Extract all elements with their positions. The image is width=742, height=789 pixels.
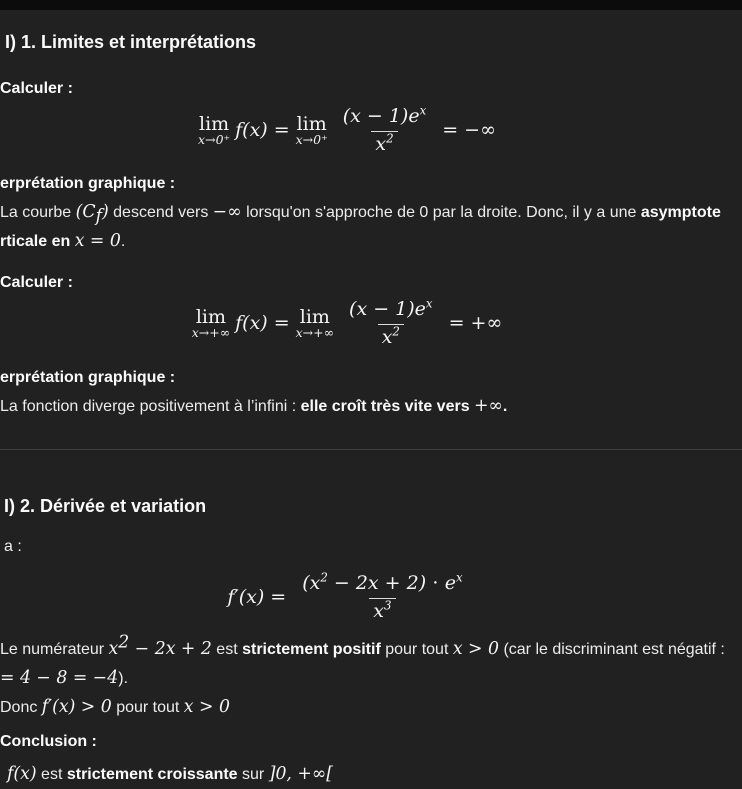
paragraph-on-a: [0, 533, 742, 561]
paragraph-calculer-2: [0, 269, 742, 297]
paragraph-donc: [0, 693, 742, 722]
fraction-numerator: [345, 296, 437, 324]
text-segment: a :: [4, 538, 22, 555]
math-inline: x = 0: [74, 231, 121, 251]
formula-result: = +∞: [448, 312, 503, 335]
lim-subscript: x→+∞: [295, 325, 335, 341]
display-formula-limit-zero: [0, 103, 700, 156]
math-inline: x: [381, 326, 393, 348]
lim-label: lim: [195, 306, 226, 329]
display-formula-derivative: [0, 567, 700, 629]
math-inline: x: [375, 133, 387, 155]
text-segment: La fonction diverge positivement à l’infini :: [0, 398, 301, 415]
function-fx: f(x): [235, 312, 268, 335]
text-segment: elle croît très vite vers: [300, 398, 475, 415]
fraction: [345, 296, 437, 349]
math-inline: (x − 1)e: [342, 105, 420, 128]
math-inline: x: [373, 600, 384, 622]
math-inline: 3: [384, 598, 392, 613]
fraction: [339, 103, 431, 156]
lim-subscript: x→+∞: [191, 325, 231, 341]
section-divider: [0, 449, 742, 450]
text-segment: est: [36, 766, 67, 783]
lim-label: lim: [199, 113, 230, 136]
equals-sign: =: [273, 119, 290, 142]
text-segment: erprétation graphique :: [0, 175, 176, 192]
text-segment: strictement croissante: [66, 766, 238, 783]
math-inline: (x: [302, 572, 321, 595]
text-segment: ).: [118, 670, 129, 687]
paragraph-interpretation-2: [0, 364, 742, 421]
math-inline: = 4 − 8 = −4: [0, 668, 119, 688]
text-segment: La courbe: [0, 204, 76, 221]
math-inline: f(x): [7, 764, 37, 784]
math-inline: ): [101, 202, 109, 222]
text-segment: .: [502, 398, 508, 415]
text-segment: sur: [237, 766, 269, 783]
math-inline: 2: [320, 570, 328, 585]
fraction-denominator: [369, 598, 395, 623]
display-formula-limit-infinity: [0, 296, 700, 349]
math-inline: 2: [118, 632, 130, 653]
text-segment: (car le discriminant est négatif :: [499, 641, 725, 658]
math-inline: x > 0: [452, 639, 499, 659]
lim-label: lim: [299, 306, 330, 329]
paragraph-conclusion-label: [0, 728, 742, 756]
formula-result: = −∞: [442, 119, 496, 142]
fraction-denominator: [378, 324, 404, 349]
text-segment: est: [211, 641, 243, 658]
fraction-denominator: [371, 131, 397, 156]
text-segment: erprétation graphique :: [0, 369, 176, 386]
math-inline: x: [455, 570, 463, 585]
text-segment: Calculer :: [0, 274, 73, 291]
text-segment: Donc: [0, 699, 42, 716]
math-inline: x: [419, 103, 427, 118]
text-segment: .: [120, 233, 126, 250]
math-inline: f: [95, 206, 102, 227]
fraction-numerator: [298, 570, 466, 598]
math-inline: +∞: [474, 396, 503, 416]
math-inline: x: [425, 296, 433, 311]
fraction-numerator: [339, 103, 431, 131]
section-heading-limites: I) 1. Limites et interprétations: [5, 32, 257, 52]
math-inline: 2: [386, 131, 394, 146]
window-top-strip: [0, 0, 742, 10]
math-inline: − 2x + 2) ⋅ e: [327, 572, 456, 595]
text-segment: Conclusion :: [0, 733, 97, 750]
math-inline: (x − 1)e: [349, 298, 426, 321]
paragraph-interpretation-1: [0, 170, 742, 256]
text-segment: Le numérateur: [0, 641, 109, 658]
section-heading-derivee: I) 2. Dérivée et variation: [4, 496, 207, 516]
derivative-fx: f′(x): [227, 586, 265, 609]
text-segment: pour tout: [380, 641, 453, 658]
math-inline: −∞: [212, 202, 242, 222]
math-inline: f′(x) > 0: [41, 697, 112, 717]
lim-label: lim: [296, 113, 327, 136]
math-inline: ]0, +∞[: [268, 764, 333, 784]
lim-subscript: x→0⁺: [198, 132, 231, 148]
lim-operator: [192, 307, 230, 340]
text-segment: lorsqu'on s'approche de 0 par la droite. Donc, il y a une: [241, 204, 641, 221]
math-inline: 2: [392, 324, 400, 339]
message-content: [0, 30, 742, 789]
paragraph-conclusion-final: [0, 760, 742, 789]
equals-sign: =: [273, 312, 290, 335]
lim-operator: [296, 114, 328, 147]
text-segment: Calculer :: [0, 80, 73, 97]
paragraph-numerateur: [0, 632, 742, 693]
text-segment: strictement positif: [242, 641, 381, 658]
fraction: [298, 570, 466, 623]
equals-sign: =: [270, 586, 287, 609]
lim-operator: [296, 307, 334, 340]
text-segment: asymptote: [640, 204, 721, 221]
lim-operator: [198, 114, 230, 147]
text-segment: descend vers: [108, 204, 213, 221]
lim-subscript: x→0⁺: [295, 132, 328, 148]
math-inline: − 2x + 2: [129, 639, 212, 659]
text-segment: rticale en: [0, 233, 75, 250]
paragraph-calculer-1: [0, 75, 742, 103]
text-segment: pour tout: [111, 699, 184, 716]
math-inline: (C: [75, 202, 96, 222]
math-inline: x > 0: [183, 697, 230, 717]
math-inline: x: [108, 639, 119, 659]
function-fx: f(x): [235, 119, 268, 142]
